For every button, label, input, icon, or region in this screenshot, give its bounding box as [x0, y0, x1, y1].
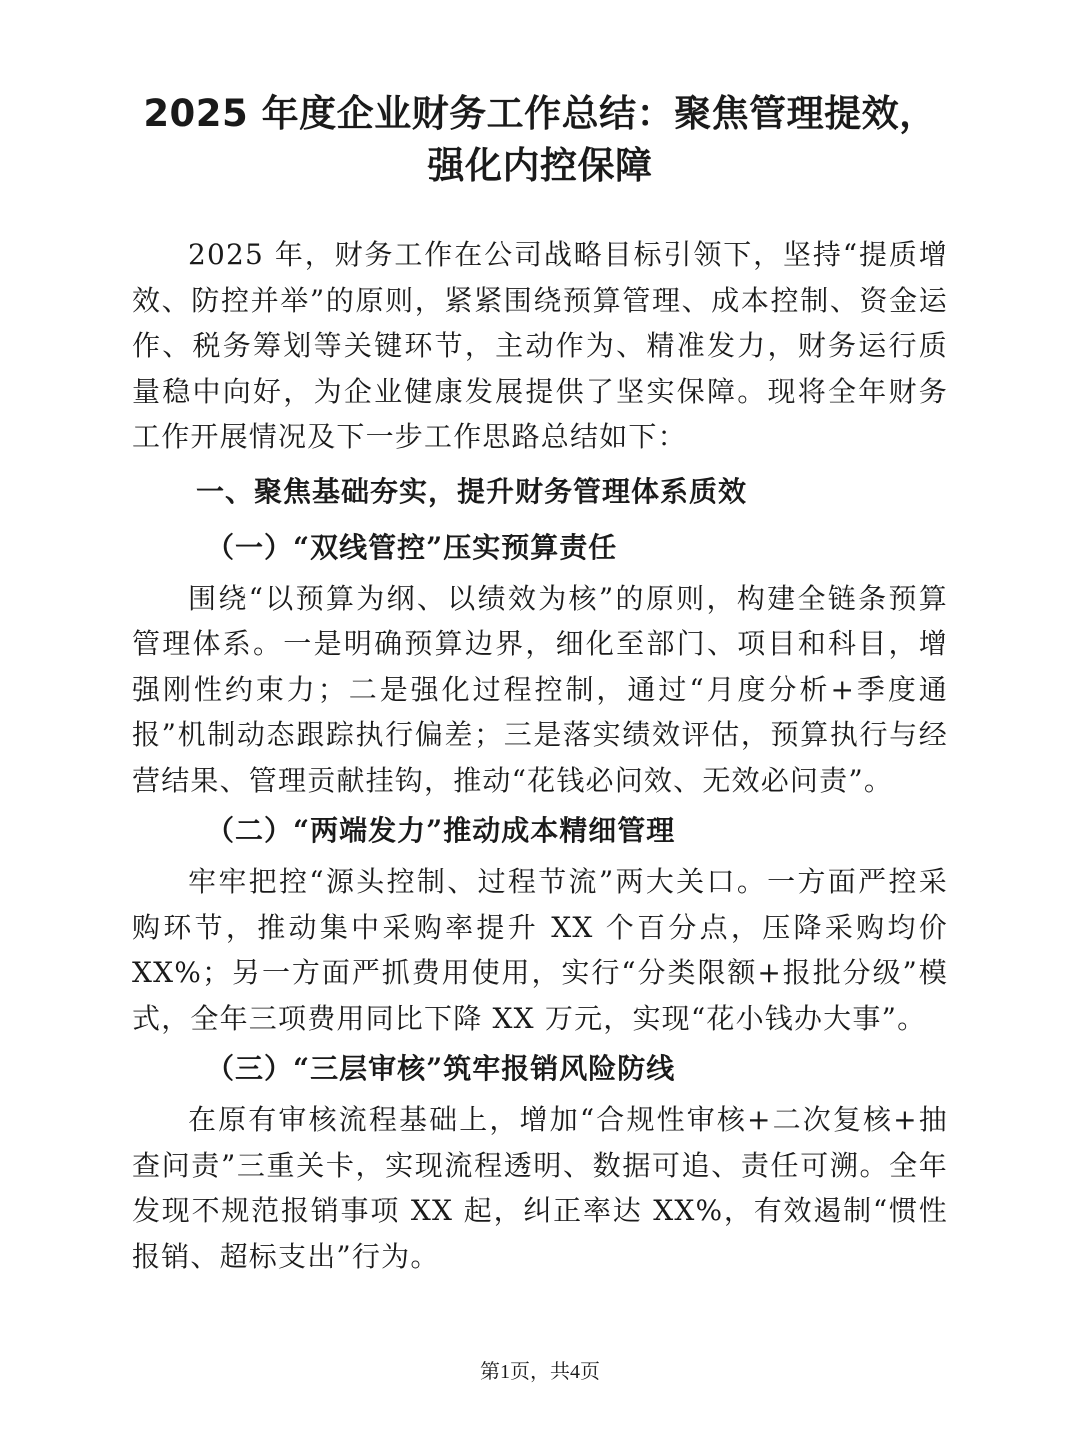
section-1-heading: 一、聚焦基础夯实，提升财务管理体系质效 — [196, 474, 748, 508]
document-title — [112, 88, 968, 192]
subsection-2-body: 牢牢把控“源头控制、过程节流”两大关口。一方面严控采购环节，推动集中采购率提升 XX 个百分点，压降采购均价 XX%；另一方面严抓费用使用，实行“分类限额+报批分级”模式，全年三项费用同比下降 XX 万元，实现“花小钱办大事”。 — [132, 865, 948, 1035]
subsection-3-heading: （三）“三层审核”筑牢报销风险防线 — [206, 1052, 676, 1085]
title-line-2: 强化内控保障 — [427, 144, 653, 187]
document-body — [132, 232, 948, 1279]
subsection-1-heading: （一）“双线管控”压实预算责任 — [206, 530, 618, 564]
page-footer: 第1页，共4页 — [480, 1361, 600, 1383]
subsection-2-heading: （二）“两端发力”推动成本精细管理 — [206, 814, 676, 847]
intro-paragraph: 2025 年，财务工作在公司战略目标引领下，坚持“提质增效、防控并举”的原则，紧紧围绕预算管理、成本控制、资金运作、税务筹划等关键环节，主动作为、精准发力，财务运行质量稳中向好，为企业健康发展提供了坚实保障。现将全年财务工作开展情况及下一步工作思路总结如下： — [132, 238, 948, 453]
subsection-1-body: 围绕“以预算为纲、以绩效为核”的原则，构建全链条预算管理体系。一是明确预算边界，细化至部门、项目和科目，增强刚性约束力；二是强化过程控制，通过“月度分析+季度通报”机制动态跟踪执行偏差；三是落实绩效评估，预算执行与经营结果、管理贡献挂钩，推动“花钱必问效、无效必问责”。 — [132, 581, 948, 797]
title-line-1: 2025 年度企业财务工作总结：聚焦管理提效， — [143, 92, 937, 135]
subsection-3-body: 在原有审核流程基础上，增加“合规性审核+二次复核+抽查问责”三重关卡，实现流程透明、数据可追、责任可溯。全年发现不规范报销事项 XX 起，纠正率达 XX%，有效遏制“惯性报销、超标支出”行为。 — [132, 1103, 948, 1273]
